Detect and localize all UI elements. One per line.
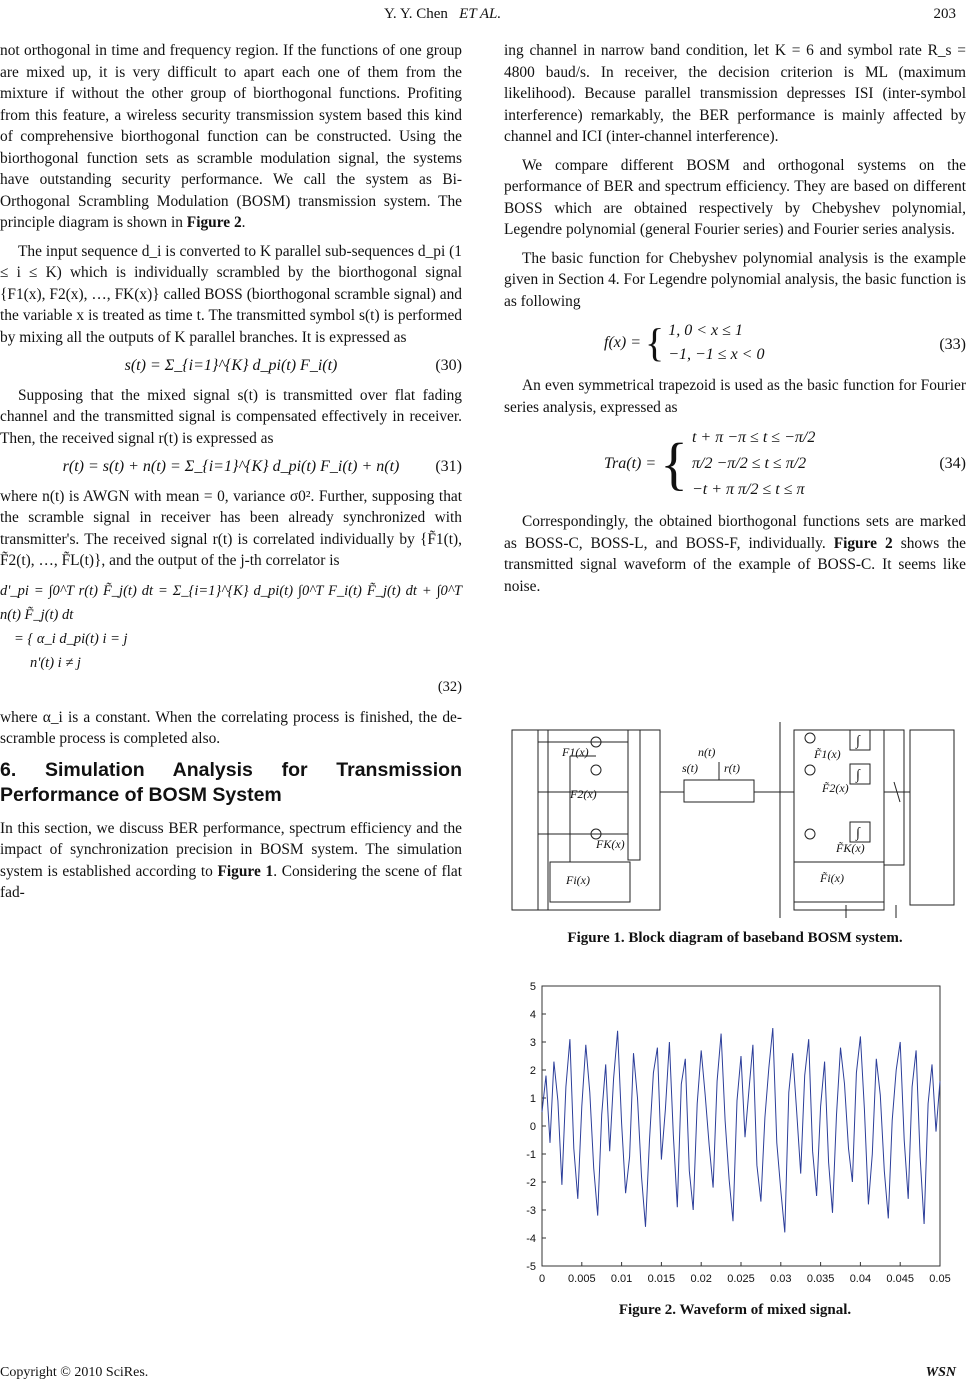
running-header-authors: Y. Y. Chen ET AL. bbox=[384, 6, 502, 22]
integrator bbox=[850, 730, 870, 750]
parallel-to-serial-block bbox=[910, 730, 954, 905]
label-f1: F1(x) bbox=[562, 745, 589, 759]
multiplier bbox=[591, 765, 601, 775]
paragraph: In this section, we discuss BER performance, spectrum efficiency and the impact of synchronization precision in BOSM system. The simulation system is established according to Figure 1. Considering the scene of flat fad- bbox=[0, 819, 463, 901]
label-rfk: F̃K(x) bbox=[836, 841, 865, 855]
figure-ref[interactable]: Figure 1 bbox=[217, 862, 274, 880]
label-rt: r(t) bbox=[724, 761, 740, 775]
left-column bbox=[0, 40, 462, 911]
x-tick-label: 0.05 bbox=[929, 1273, 951, 1285]
y-tick-label: 2 bbox=[529, 1065, 536, 1077]
serial-to-parallel-block bbox=[512, 730, 538, 910]
x-tick-label: 0.035 bbox=[806, 1273, 835, 1285]
label-rfi: F̃i(x) bbox=[820, 871, 844, 885]
paragraph: An even symmetrical trapezoid is used as the basic function for Fourier series analysis, expressed as bbox=[504, 377, 966, 416]
x-tick-label: 0.005 bbox=[568, 1273, 596, 1285]
integral-sign: ∫ bbox=[856, 826, 860, 841]
y-tick-label: -3 bbox=[526, 1205, 536, 1217]
x-tick-label: 0.02 bbox=[690, 1273, 712, 1285]
series-line bbox=[542, 1028, 940, 1232]
paragraph: Supposing that the mixed signal s(t) is transmitted over flat fading channel and the transmitted signal is compensated effectively in receiver. Then, the received signal r(t) is expressed as bbox=[0, 386, 462, 447]
label-rf2: F̃2(x) bbox=[822, 781, 849, 795]
footer-journal: WSN bbox=[925, 1365, 956, 1380]
integrator bbox=[850, 822, 870, 842]
paragraph: The basic function for Chebyshev polynomial analysis is the example given in Section 4. For Legendre polynomial analysis, the basic function is as following bbox=[504, 249, 966, 310]
label-fk: FK(x) bbox=[596, 837, 625, 851]
y-tick-label: -4 bbox=[526, 1233, 536, 1245]
y-tick-label: 0 bbox=[529, 1121, 536, 1133]
scramble-generator-block bbox=[550, 862, 630, 902]
paragraph: not orthogonal in time and frequency region. If the functions of one group are mixed up, it is very difficult to apart each one of them from the mixture if without the other group of biorthogonal functions. Profiting from this feature, a wireless security transmission system based this kind of comprehensive biorthogonal function can be constructed. Using the biorthogonal function sets as scramble modulation signal, the systems have outstanding security performance. We call the system as Bi-Orthogonal Scrambling Modulation (BOSM) transmission system. The principle diagram is shown in Figure 2. bbox=[0, 42, 462, 231]
figure1-caption: Figure 1. Block diagram of baseband BOSM system. bbox=[567, 930, 903, 946]
integral-sign: ∫ bbox=[856, 734, 860, 749]
multiplier bbox=[805, 733, 815, 743]
label-nt: n(t) bbox=[698, 745, 716, 759]
x-tick-label: 0.01 bbox=[610, 1273, 633, 1285]
figure2-caption: Figure 2. Waveform of mixed signal. bbox=[618, 1302, 852, 1318]
section-heading: 6. Simulation Analysis for Transmission Performance of BOSM System bbox=[0, 758, 462, 806]
x-tick-label: 0.025 bbox=[727, 1273, 755, 1285]
paragraph: where α_i is a constant. When the correlating process is finished, the de-scramble process is completed also. bbox=[0, 708, 462, 747]
page-number: 203 bbox=[933, 6, 956, 22]
x-tick-label: 0.045 bbox=[886, 1273, 914, 1285]
figure-ref[interactable]: Figure 2 bbox=[186, 214, 242, 231]
x-axis bbox=[539, 1262, 951, 1285]
equation-34: (34) Tra(t) = { t + π −π ≤ t ≤ −π/2 π/2 −π/2 ≤ t ≤ π/2 −t + π π/2 ≤ t ≤ π bbox=[604, 429, 966, 498]
paragraph: We compare different BOSM and orthogonal systems on the performance of BER and spectrum efficiency. They are based on different BOSS which are obtained respectively by Chebyshev polynomial, Legendre polynomial (general Fourier series) and Fourier series analysis. bbox=[504, 156, 966, 238]
paragraph: where n(t) is AWGN with mean = 0, variance σ0². Further, supposing that the scramble signal in receiver has been already synchronized with transmitter's. The received signal r(t) is correlated individually by {F̃1(t), F̃2(t), …, F̃L(t)}, and the output of the j-th correlator is bbox=[0, 487, 462, 569]
right-column bbox=[504, 40, 966, 604]
paragraph: The input sequence d_i is converted to K parallel sub-sequences d_pi (1 ≤ i ≤ K) which is individually scrambled by the biorthogonal signal {F1(x), F2(x), …, FK(x)} called BOSS (biorthogonal scramble signal) and the variable x is treated as time t. The transmitted symbol s(t) is performed by mixing all the outputs of K parallel branches. It is expressed as bbox=[0, 242, 462, 346]
figure-ref[interactable]: Figure 2 bbox=[833, 534, 893, 552]
x-tick-label: 0.04 bbox=[849, 1273, 872, 1285]
channel-block bbox=[684, 780, 754, 802]
label-fi: Fi(x) bbox=[566, 873, 590, 887]
multiplier bbox=[805, 765, 815, 775]
x-tick-label: 0 bbox=[538, 1273, 546, 1285]
equation-31: r(t) = s(t) + n(t) = Σ_{i=1}^{K} d_pi(t) F_i(t) + n(t) (31) bbox=[62, 458, 462, 475]
label-f2: F2(x) bbox=[570, 787, 597, 801]
paragraph: Correspondingly, the obtained biorthogonal functions sets are marked as BOSS-C, BOSS-L, and BOSS-F, individually. Figure 2 shows the transmitted signal waveform of the example of BOSS-C. It seems like noise. bbox=[504, 513, 966, 595]
label-rf1: F̃1(x) bbox=[814, 747, 841, 761]
equation-30: s(t) = Σ_{i=1}^{K} d_pi(t) F_i(t) (30) bbox=[124, 357, 462, 374]
equation-32: d'_pi = ∫0^T r(t) F̃_j(t) dt = Σ_{i=1}^{K} d_pi(t) ∫0^T F_i(t) F̃_j(t) dt + ∫0^T n(t) F̃_j(t) dt = { α_i d_pi(t) i = j n'(t) i ≠ j (32) bbox=[0, 582, 462, 695]
y-tick-label: 4 bbox=[529, 1009, 536, 1021]
multiplier bbox=[805, 829, 815, 839]
y-tick-label: 1 bbox=[529, 1093, 536, 1105]
x-tick-label: 0.03 bbox=[770, 1273, 792, 1285]
y-tick-label: 5 bbox=[529, 981, 536, 993]
paragraph: ing channel in narrow band condition, let K = 6 and symbol rate R_s = 4800 baud/s. In receiver, the decision criterion is ML (maximum likelihood). Because parallel transmission depresses ISI (inter-symbol interference) remarkably, the BER performance is mainly affected by channel and ICI (inter-channel interference). bbox=[504, 42, 966, 145]
x-tick-label: 0.015 bbox=[647, 1273, 676, 1285]
y-tick-label: -2 bbox=[526, 1177, 536, 1189]
y-tick-label: -5 bbox=[526, 1261, 536, 1273]
y-axis bbox=[526, 981, 546, 1273]
label-st: s(t) bbox=[682, 761, 698, 775]
block-diagram bbox=[510, 722, 962, 918]
waveform-chart bbox=[510, 976, 960, 1296]
integral-sign: ∫ bbox=[856, 768, 860, 783]
y-tick-label: -1 bbox=[526, 1149, 536, 1161]
footer-copyright: Copyright © 2010 SciRes. bbox=[0, 1365, 149, 1380]
equation-33: (33) f(x) = { 1, 0 < x ≤ 1 −1, −1 ≤ x < 0 bbox=[604, 320, 966, 365]
y-tick-label: 3 bbox=[529, 1037, 536, 1049]
decision-block bbox=[884, 730, 904, 865]
integrator bbox=[850, 764, 870, 784]
